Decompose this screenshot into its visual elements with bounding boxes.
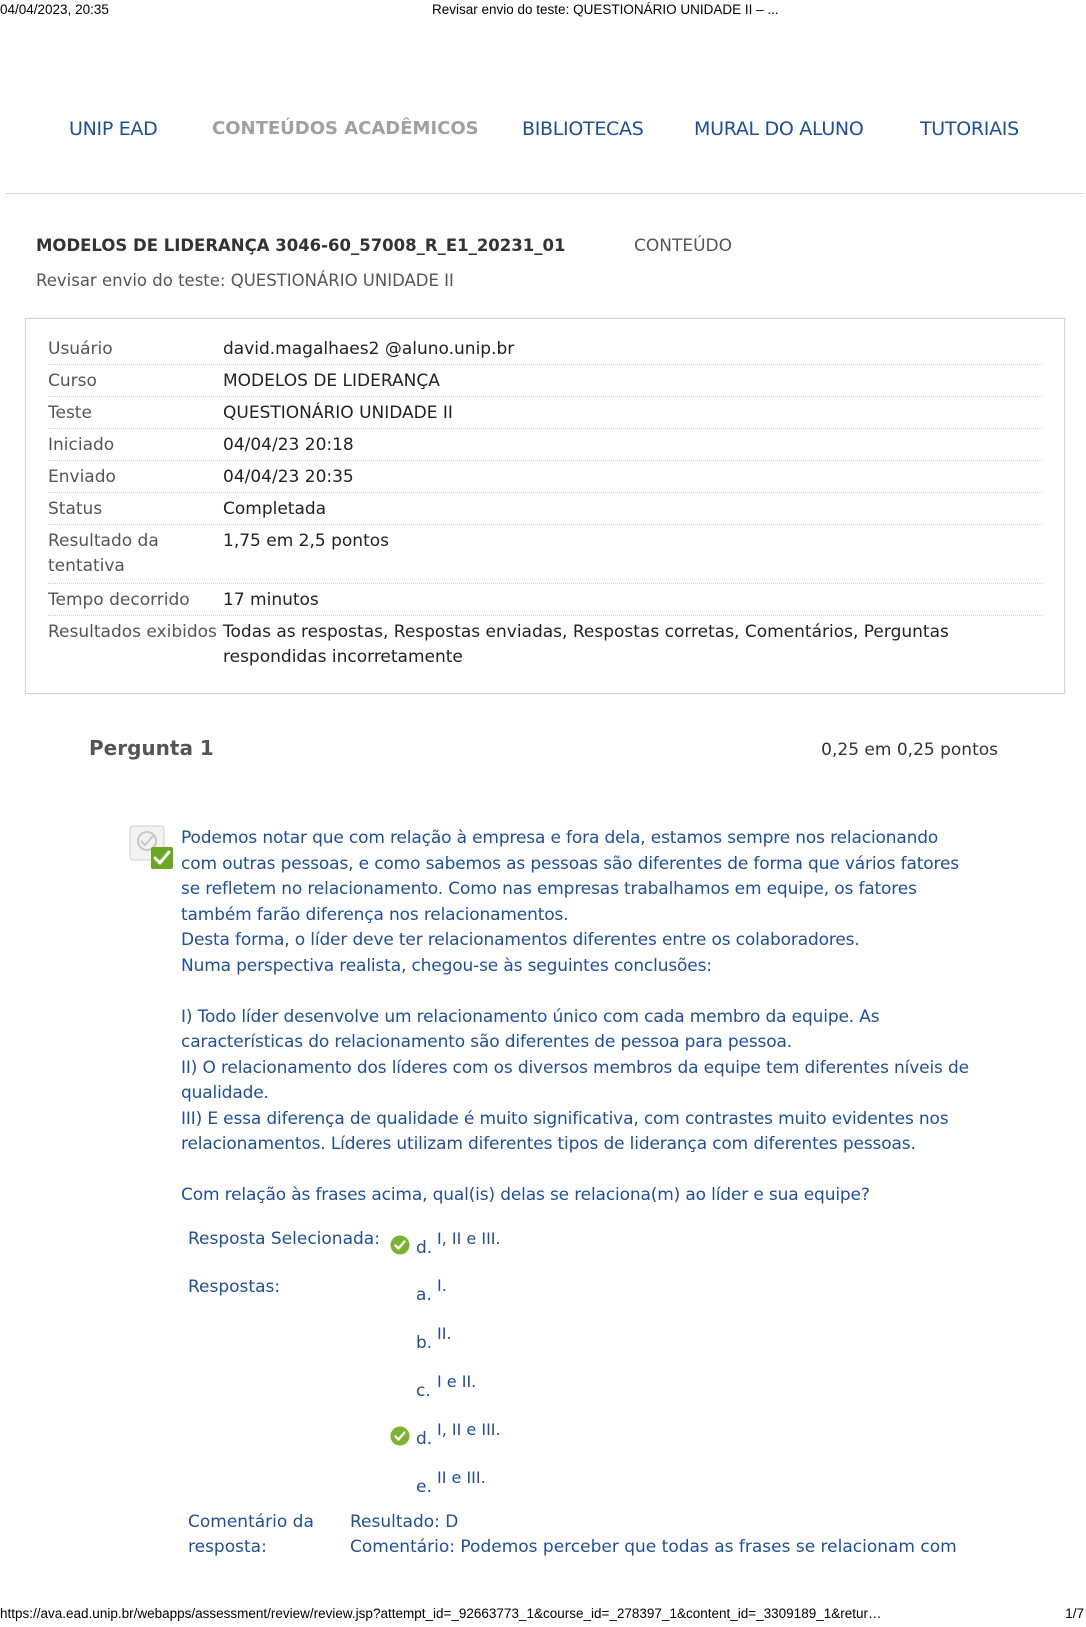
selected-answer-text: I, II e III. [437,1229,501,1248]
print-footer [0,1606,1086,1626]
attempt-summary [25,318,1065,694]
answer-option-letter: a. [416,1285,432,1305]
summary-row-enviado [48,465,1042,493]
summary-value: Todas as respostas, Respostas enviadas, Respostas corretas, Comentários, Perguntas respondidas incorretamente [223,622,949,667]
summary-label: Resultado da tentativa [48,531,159,576]
selected-answer-letter: d. [416,1238,433,1258]
summary-label: Status [48,499,103,519]
answer-option-letter: b. [416,1333,433,1353]
summary-label: Tempo decorrido [48,590,190,610]
summary-label: Enviado [48,467,116,487]
comment-line: Comentário: Podemos perceber que todas as frases se relacionam com [350,1537,957,1557]
print-url: https://ava.ead.unip.br/webapps/assessment/review/review.jsp?attempt_id=_92663773_1&course_id=_278397_1&content_id=_3309189_1&retur… [0,1606,882,1621]
summary-value: MODELOS DE LIDERANÇA [223,371,440,391]
summary-row-usuario [48,337,1042,365]
summary-row-resultados-exibidos [48,620,1042,674]
answer-option-letter: c. [416,1381,431,1401]
summary-value: 04/04/23 20:35 [223,467,354,487]
nav-unip-ead[interactable]: UNIP EAD [69,118,158,140]
summary-value: Completada [223,499,327,519]
correct-check-icon [390,1426,410,1446]
paragraph-gap [181,979,971,1005]
summary-label: Iniciado [48,435,115,455]
answers-label: Respostas: [188,1277,281,1297]
answer-option-text: I. [437,1276,447,1295]
question-text [181,826,971,1209]
answer-comment-label: Comentário da resposta: [188,1512,314,1557]
question-score: 0,25 em 0,25 pontos [821,740,998,760]
summary-value: 17 minutos [223,590,319,610]
summary-row-teste [48,401,1042,429]
summary-label: Teste [48,403,92,423]
page-title: Revisar envio do teste: QUESTIONÁRIO UNIDADE II [36,271,454,290]
selected-answer-label: Resposta Selecionada: [188,1229,380,1249]
nav-mural-do-aluno[interactable]: MURAL DO ALUNO [694,118,864,140]
answer-option-text: I, II e III. [437,1420,501,1439]
print-title: Revisar envio do teste: QUESTIONÁRIO UNIDADE II – ... [432,2,779,17]
summary-label: Usuário [48,339,113,359]
answer-option-letter: d. [416,1429,433,1449]
answer-comment [350,1510,990,1560]
question-paragraph: I) Todo líder desenvolve um relacionamento único com cada membro da equipe. As características do relacionamento são diferentes de pessoa para pessoa. [181,1006,880,1052]
answer-option-text: II e III. [437,1468,486,1487]
nav-tutoriais[interactable]: TUTORIAIS [920,118,1019,140]
course-title[interactable]: MODELOS DE LIDERANÇA 3046-60_57008_R_E1_20231_01 [36,236,566,255]
question-paragraph: Podemos notar que com relação à empresa e fora dela, estamos sempre nos relacionando com outras pessoas, e como sabemos as pessoas são diferentes de forma que vários fatores se refletem no relacionamento. Como nas empresas trabalhamos em equipe, os fatores também farão diferença nos relacionamentos. [181,828,959,925]
answer-option-text: I e II. [437,1372,477,1391]
question-paragraph: Numa perspectiva realista, chegou-se às seguintes conclusões: [181,955,712,976]
summary-value: QUESTIONÁRIO UNIDADE II [223,403,453,423]
summary-label: Resultados exibidos [48,622,217,642]
summary-row-status [48,497,1042,525]
summary-value: 1,75 em 2,5 pontos [223,531,390,551]
print-page-number: 1/7 [1065,1606,1084,1621]
question-paragraph: III) E essa diferença de qualidade é muito significativa, com contrastes muito evidentes nos relacionamentos. Líderes utilizam diferentes tipos de liderança com diferentes pessoas. [181,1108,949,1154]
summary-row-tempo [48,588,1042,616]
question-paragraph: Desta forma, o líder deve ter relacionamentos diferentes entre os colaboradores. [181,930,860,950]
nav-divider [6,193,1084,194]
summary-row-curso [48,369,1042,397]
summary-row-resultado [48,529,1042,584]
summary-value: 04/04/23 20:18 [223,435,354,455]
top-navigation [0,118,1086,148]
paragraph-gap [181,1158,971,1184]
answer-option-letter: e. [416,1477,432,1497]
question-paragraph: II) O relacionamento dos líderes com os diversos membros da equipe tem diferentes níveis de qualidade. [181,1057,969,1103]
content-link[interactable]: CONTEÚDO [634,236,733,256]
correct-check-icon [390,1235,410,1255]
summary-value: david.magalhaes2 @aluno.unip.br [223,339,515,359]
print-header [0,2,1086,22]
nav-conteudos-academicos[interactable]: CONTEÚDOS ACADÊMICOS [212,118,479,139]
print-date: 04/04/2023, 20:35 [0,2,109,17]
correct-answer-status-icon [127,823,175,871]
question-title: Pergunta 1 [89,736,214,760]
answer-option-text: II. [437,1324,452,1343]
question-prompt: Com relação às frases acima, qual(is) delas se relaciona(m) ao líder e sua equipe? [181,1185,870,1205]
comment-line: Resultado: D [350,1512,459,1532]
summary-row-iniciado [48,433,1042,461]
nav-bibliotecas[interactable]: BIBLIOTECAS [522,118,644,140]
summary-label: Curso [48,371,97,391]
